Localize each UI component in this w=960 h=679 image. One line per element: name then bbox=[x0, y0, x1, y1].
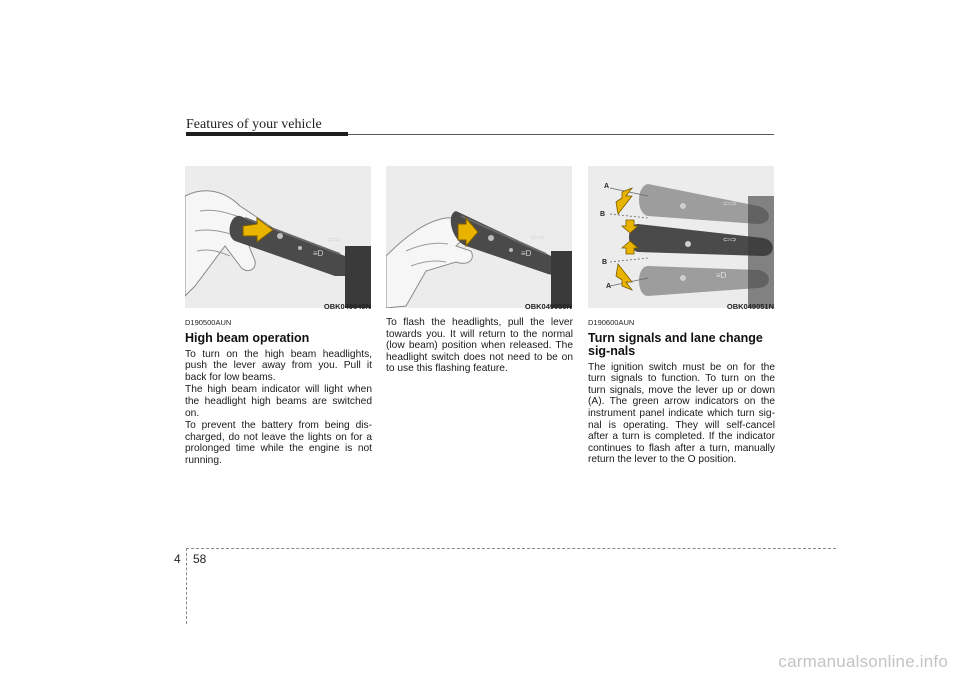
svg-text:⇦⇨: ⇦⇨ bbox=[723, 199, 737, 208]
figure-flash bbox=[386, 166, 572, 308]
figure-code-2: OBK049050N bbox=[524, 302, 572, 311]
chapter-number: 4 bbox=[174, 552, 181, 566]
column-flash bbox=[386, 317, 573, 376]
label-a-top: A bbox=[604, 183, 610, 190]
paragraph: To turn on the high beam headlights, push the lever away from you. Pull it back for low beams. bbox=[185, 348, 372, 383]
header-rule-thin bbox=[348, 134, 774, 135]
label-a-bottom: A bbox=[606, 283, 612, 290]
svg-text:≡D: ≡D bbox=[313, 249, 324, 258]
paragraph: The ignition switch must be on for the turn signals to function. To turn on the turn signals, move the lever up or down (A). The green arrow indicators on the instrument panel indicate which turn sig-nal is operating. They will self-cancel after a turn is completed. If the indicator continues to flash after a turn, manually return the lever to the O position. bbox=[588, 361, 775, 466]
high-beam-illustration bbox=[185, 166, 371, 308]
page-number: 58 bbox=[193, 552, 207, 566]
svg-text:⇦⇨: ⇦⇨ bbox=[531, 233, 545, 242]
figure-turn-signals bbox=[588, 166, 774, 308]
figure-high-beam bbox=[185, 166, 371, 308]
header-rule-thick bbox=[186, 132, 348, 136]
section-code: D190500AUN bbox=[185, 318, 232, 327]
paragraph: The high beam indicator will light when the headlight high beams are switched on. bbox=[185, 384, 372, 419]
flash-illustration bbox=[386, 166, 572, 308]
svg-text:≡D: ≡D bbox=[716, 271, 727, 280]
label-b-bottom: B bbox=[602, 259, 608, 266]
column-turn-signals bbox=[588, 317, 775, 467]
section-title-turn-signals: Turn signals and lane change sig-nals bbox=[588, 330, 763, 358]
column-high-beam bbox=[185, 317, 372, 468]
section-title-high-beam: High beam operation bbox=[185, 330, 310, 345]
section-code: D190600AUN bbox=[588, 318, 635, 327]
figure-code-1: OBK049049N bbox=[323, 302, 371, 311]
label-b-top: B bbox=[600, 211, 606, 218]
footer-rule bbox=[186, 548, 836, 549]
paragraph: To flash the headlights, pull the lever towards you. It will return to the normal (low beam) position when released. The headlight switch does not need to be on to use this flashing feature. bbox=[386, 317, 573, 375]
svg-text:≡D: ≡D bbox=[521, 249, 532, 258]
paragraph: To prevent the battery from being dis-charged, do not leave the lights on for a prolonged time while the engine is not running. bbox=[185, 420, 372, 466]
svg-text:⇦⇨: ⇦⇨ bbox=[327, 235, 341, 244]
running-header-title: Features of your vehicle bbox=[186, 117, 322, 132]
watermark: carmanualsonline.info bbox=[778, 652, 948, 671]
turn-signal-illustration bbox=[588, 166, 774, 308]
svg-text:⇦⇨: ⇦⇨ bbox=[723, 235, 737, 244]
footer-divider bbox=[186, 548, 187, 624]
figure-code-3: OBK049051N bbox=[726, 302, 774, 311]
